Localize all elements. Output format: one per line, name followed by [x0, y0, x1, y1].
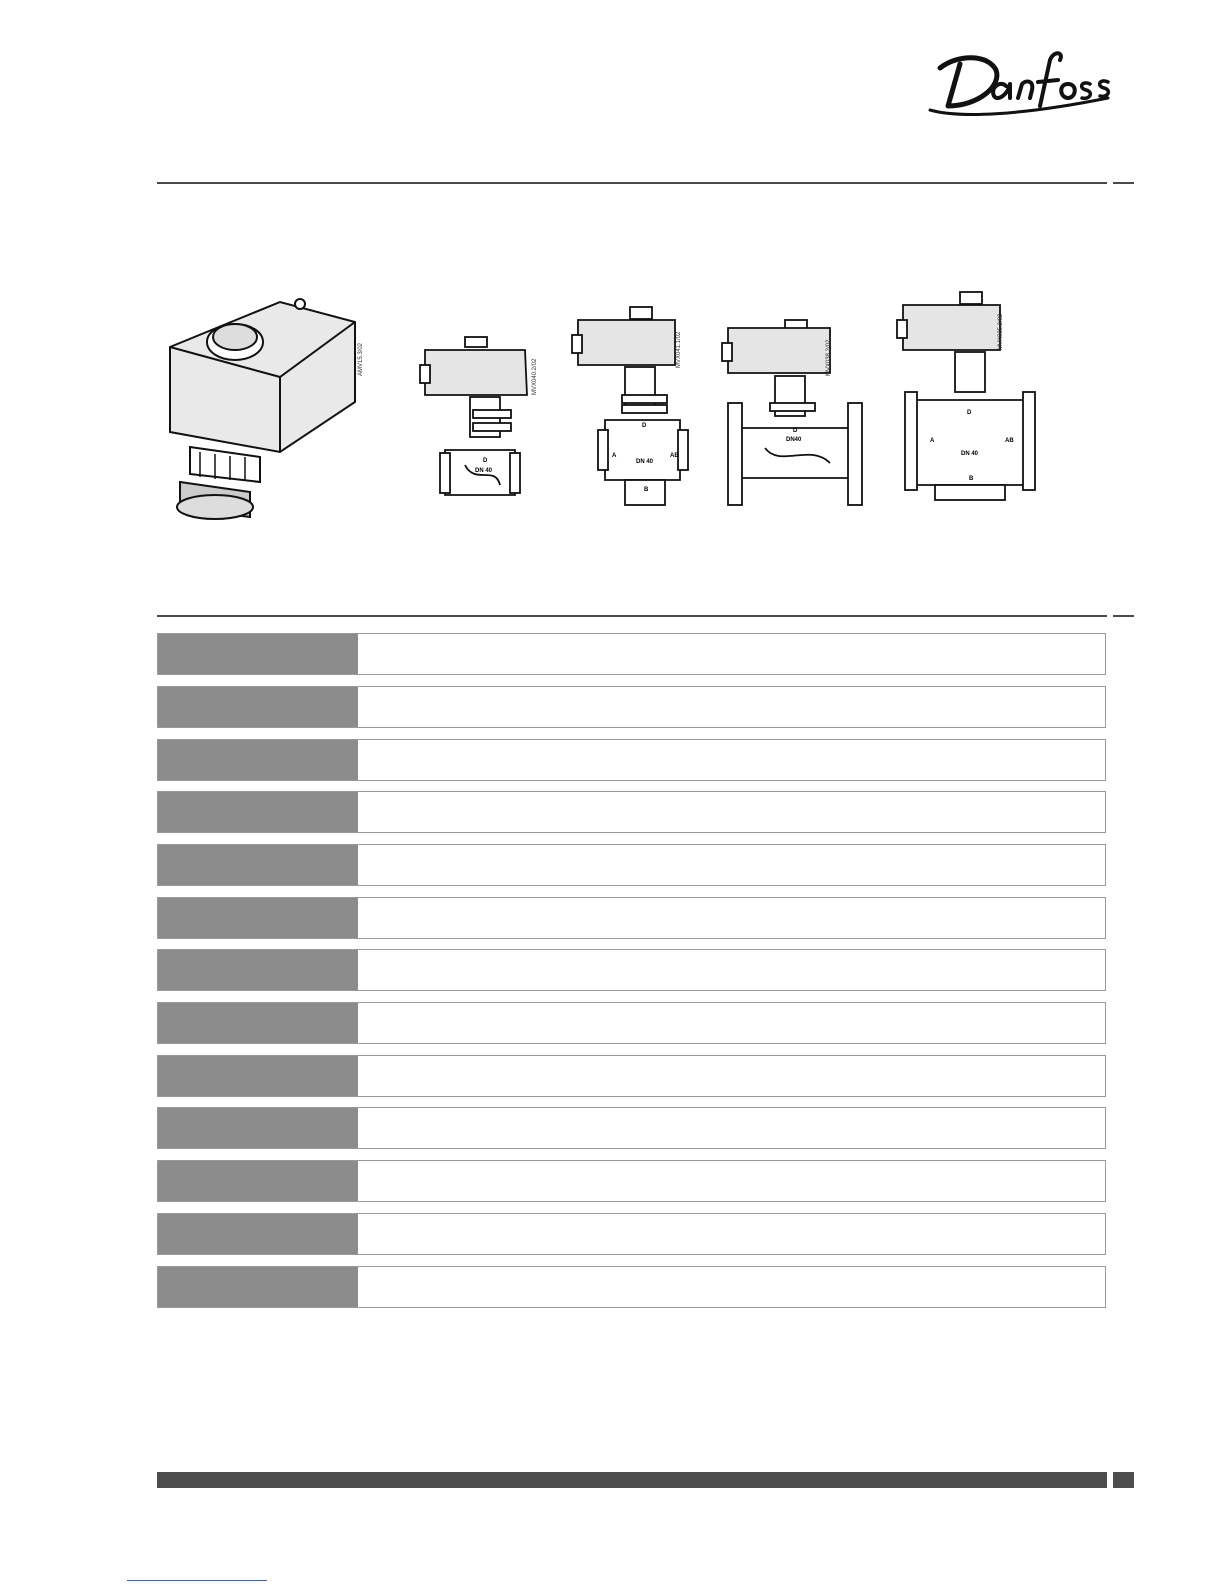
- valve-3way-flanged-illustration: [895, 290, 1045, 505]
- figure-code: AMV15.3/02: [358, 342, 364, 376]
- row-label: [158, 1003, 358, 1043]
- row-label: [158, 740, 358, 780]
- valve-port-b: B: [969, 476, 974, 482]
- valve-port-d: D: [483, 458, 488, 464]
- section-rule: [157, 615, 1107, 617]
- table-row: [157, 791, 1106, 833]
- valve-2way-threaded-illustration: [415, 335, 545, 505]
- table-row: [157, 1213, 1106, 1255]
- valve-port-d: D: [967, 410, 972, 416]
- valve-dn-label: DN 40: [636, 459, 654, 465]
- row-label: [158, 845, 358, 885]
- valve-dn-label: DN 40: [961, 451, 979, 457]
- table-row: [157, 1002, 1106, 1044]
- table-row: [157, 897, 1106, 939]
- row-value: [358, 1108, 1105, 1148]
- figure-code: MVX040.2/02: [532, 358, 538, 395]
- row-value: [358, 634, 1105, 674]
- row-value: [358, 687, 1105, 727]
- table-row: [157, 739, 1106, 781]
- row-label: [158, 1267, 358, 1307]
- table-row: [157, 1266, 1106, 1308]
- figure-code: MVX041.1/02: [676, 331, 682, 368]
- row-label: [158, 634, 358, 674]
- section-rule-tab: [1113, 615, 1134, 617]
- valve-dn-label: DN 40: [475, 468, 493, 474]
- valve-port-d: D: [642, 423, 647, 429]
- row-label: [158, 1056, 358, 1096]
- figure-code: MVX035.2/02: [998, 313, 1004, 350]
- row-value: [358, 792, 1105, 832]
- actuator-illustration: [160, 282, 370, 532]
- link-underline[interactable]: [127, 1580, 267, 1581]
- danfoss-logo: [918, 40, 1118, 130]
- row-label: [158, 1214, 358, 1254]
- row-value: [358, 845, 1105, 885]
- row-label: [158, 1108, 358, 1148]
- valve-port-d: D: [793, 428, 798, 434]
- row-label: [158, 792, 358, 832]
- row-value: [358, 950, 1105, 990]
- table-row: [157, 1055, 1106, 1097]
- table-row: [157, 949, 1106, 991]
- row-value: [358, 898, 1105, 938]
- row-value: [358, 1003, 1105, 1043]
- table-row: [157, 686, 1106, 728]
- valve-dn-label: DN40: [786, 437, 802, 443]
- table-row: [157, 633, 1106, 675]
- valve-port-ab: AB: [670, 453, 679, 459]
- valve-2way-flanged-illustration: [720, 318, 870, 508]
- valve-port-b: B: [644, 487, 649, 493]
- header-rule: [157, 182, 1107, 184]
- row-label: [158, 687, 358, 727]
- valve-port-a: A: [930, 438, 935, 444]
- table-row: [157, 1160, 1106, 1202]
- row-label: [158, 898, 358, 938]
- row-value: [358, 1161, 1105, 1201]
- footer-bar: [157, 1472, 1107, 1488]
- valve-port-ab: AB: [1005, 438, 1014, 444]
- table-row: [157, 844, 1106, 886]
- table-row: [157, 1107, 1106, 1149]
- row-value: [358, 1267, 1105, 1307]
- header-rule-tab: [1113, 182, 1134, 184]
- valve-port-a: A: [612, 453, 617, 459]
- row-label: [158, 1161, 358, 1201]
- figure-code: MVX038.2/02: [826, 339, 832, 376]
- row-value: [358, 1214, 1105, 1254]
- row-value: [358, 1056, 1105, 1096]
- footer-page-tab: [1113, 1472, 1134, 1488]
- row-value: [358, 740, 1105, 780]
- row-label: [158, 950, 358, 990]
